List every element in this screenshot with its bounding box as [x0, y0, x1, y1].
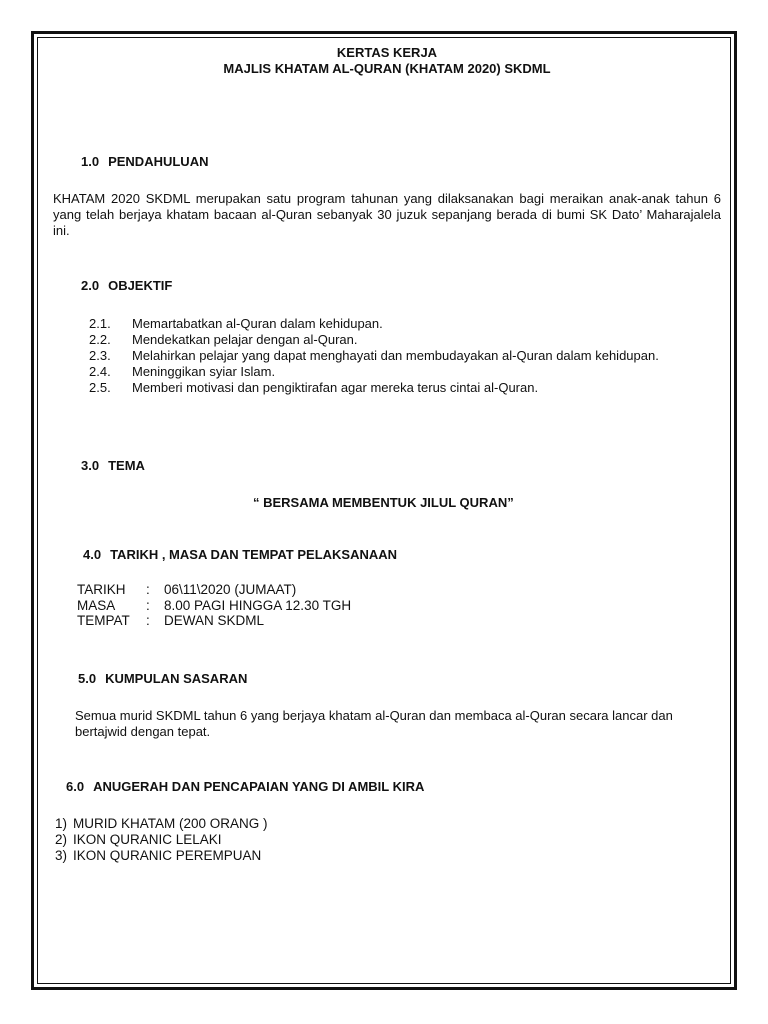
section-5-paragraph: Semua murid SKDML tahun 6 yang berjaya khatam al-Quran dan membaca al-Quran secara lancar dan bertajwid dengan tepat. — [75, 708, 673, 739]
info-label: TARIKH — [77, 582, 126, 597]
section-title: TARIKH , MASA DAN TEMPAT PELAKSANAAN — [110, 547, 398, 562]
section-number: 3.0 — [81, 458, 100, 473]
document-title — [53, 45, 721, 77]
list-item — [89, 364, 689, 380]
info-colon: : — [146, 582, 150, 597]
item-text: Melahirkan pelajar yang dapat menghayati dan membudayakan al-Quran dalam kehidupan. — [132, 348, 659, 363]
list-item — [89, 348, 689, 364]
list-item — [89, 380, 689, 396]
section-2-heading — [81, 278, 172, 294]
list-item — [55, 848, 268, 864]
section-1-paragraph: KHATAM 2020 SKDML merupakan satu program tahunan yang dilaksanakan bagi meraikan anak-anak tahun 6 yang telah berjaya khatam bacaan al-Quran sebanyak 30 juzuk sepanjang berada di bumi SK Dato’ Maharajalela ini. — [53, 191, 721, 238]
info-value: 8.00 PAGI HINGGA 12.30 TGH — [164, 597, 352, 613]
title-line-2: MAJLIS KHATAM AL-QURAN (KHATAM 2020) SKDML — [223, 61, 551, 76]
item-number: 1) — [55, 816, 68, 831]
info-label: TEMPAT — [77, 613, 130, 628]
schedule-info — [77, 582, 351, 629]
section-number: 2.0 — [81, 278, 100, 293]
section-4-heading — [83, 547, 397, 563]
section-title: OBJEKTIF — [108, 278, 173, 293]
item-number: 2) — [55, 832, 68, 847]
document-body — [53, 45, 721, 863]
section-6-heading — [66, 779, 424, 795]
item-number: 3) — [55, 848, 68, 863]
section-number: 1.0 — [81, 154, 100, 169]
item-number: 2.4. — [89, 364, 111, 379]
title-line-1: KERTAS KERJA — [336, 45, 438, 60]
info-value: DEWAN SKDML — [164, 613, 265, 628]
item-text: Memberi motivasi dan pengiktirafan agar mereka terus cintai al-Quran. — [132, 380, 539, 395]
section-title: ANUGERAH DAN PENCAPAIAN YANG DI AMBIL KIRA — [93, 779, 425, 794]
info-value: 06\11\2020 (JUMAAT) — [164, 582, 297, 597]
theme-text: “ BERSAMA MEMBENTUK JILUL QURAN” — [253, 495, 514, 510]
item-text: Mendekatkan pelajar dengan al-Quran. — [132, 332, 358, 347]
item-text: IKON QURANIC LELAKI — [73, 832, 222, 847]
info-row — [77, 582, 351, 598]
list-item — [89, 332, 689, 348]
section-5-heading — [78, 671, 247, 687]
item-text: Memartabatkan al-Quran dalam kehidupan. — [132, 316, 383, 331]
item-number: 2.2. — [89, 332, 111, 347]
section-number: 5.0 — [78, 671, 97, 686]
info-label: MASA — [77, 597, 116, 613]
section-title: TEMA — [108, 458, 145, 473]
item-number: 2.1. — [89, 316, 111, 331]
section-3-heading — [81, 458, 145, 474]
section-number: 4.0 — [83, 547, 102, 562]
item-number: 2.3. — [89, 348, 111, 363]
award-list — [55, 816, 268, 864]
list-item — [55, 816, 268, 832]
item-text: Meninggikan syiar Islam. — [132, 364, 276, 379]
list-item — [55, 832, 268, 848]
list-item — [89, 316, 689, 332]
section-1-heading — [81, 154, 208, 170]
info-colon: : — [146, 597, 150, 613]
section-title: PENDAHULUAN — [108, 154, 209, 169]
info-row — [77, 598, 351, 614]
info-colon: : — [146, 613, 150, 628]
item-text: IKON QURANIC PEREMPUAN — [73, 848, 262, 863]
section-title: KUMPULAN SASARAN — [105, 671, 248, 686]
section-number: 6.0 — [66, 779, 85, 794]
objective-list — [89, 316, 689, 396]
item-number: 2.5. — [89, 380, 111, 395]
item-text: MURID KHATAM (200 ORANG ) — [73, 816, 268, 831]
info-row — [77, 613, 351, 629]
